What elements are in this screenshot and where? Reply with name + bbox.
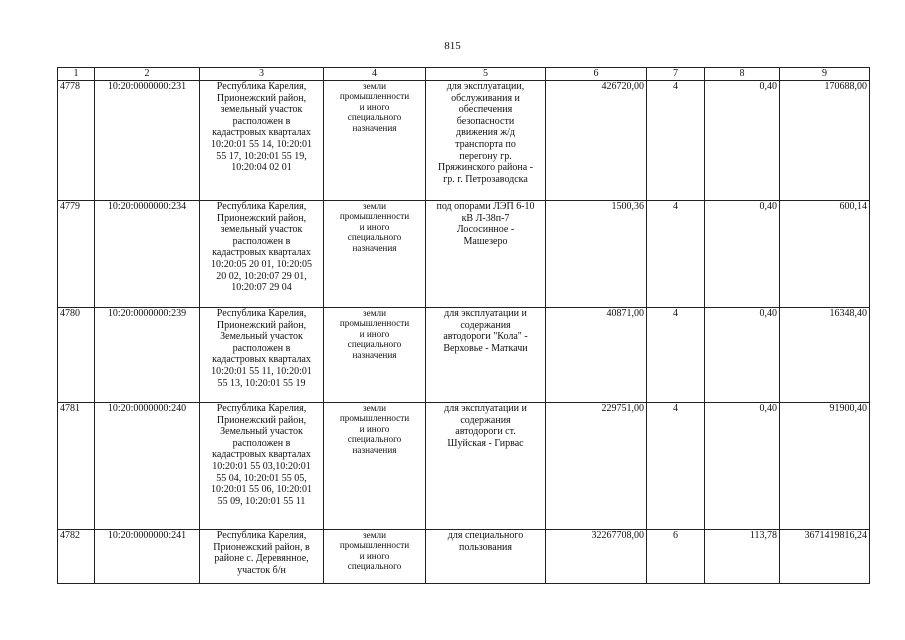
permitted-use-cell: для эксплуатации и содержания автодороги ст. Шуйская - Гирвас (426, 403, 546, 530)
cadastral-number-cell: 10:20:0000000:241 (95, 530, 200, 584)
table-row (58, 403, 870, 530)
column-7-cell: 4 (647, 403, 705, 530)
cadastral-number-cell: 10:20:0000000:234 (95, 201, 200, 308)
area-cell: 229751,00 (546, 403, 647, 530)
column-8-cell: 0,40 (705, 308, 780, 403)
permitted-use-cell: для специального пользования (426, 530, 546, 584)
table-row (58, 81, 870, 201)
column-8-cell: 113,78 (705, 530, 780, 584)
land-category-cell: земли промышленности и иного специального назначения (324, 403, 426, 530)
column-9-cell: 16348,40 (780, 308, 870, 403)
column-header-8: 8 (705, 68, 780, 81)
table-row (58, 530, 870, 584)
row-number-cell: 4782 (58, 530, 95, 584)
location-cell: Республика Карелия, Прионежский район, земельный участок расположен в кадастровых кварталах 10:20:05 20 01, 10:20:05 20 02, 10:20:07 29 01, 10:20:07 29 04 (200, 201, 324, 308)
land-category-cell: земли промышленности и иного специального назначения (324, 81, 426, 201)
cadastral-number-cell: 10:20:0000000:240 (95, 403, 200, 530)
land-category-cell: земли промышленности и иного специального назначения (324, 201, 426, 308)
location-cell: Республика Карелия, Прионежский район, земельный участок расположен в кадастровых кварталах 10:20:01 55 14, 10:20:01 55 17, 10:20:01 55 19, 10:20:04 02 01 (200, 81, 324, 201)
row-number-cell: 4780 (58, 308, 95, 403)
table-row (58, 201, 870, 308)
column-9-cell: 3671419816,24 (780, 530, 870, 584)
location-cell: Республика Карелия, Прионежский район, в районе с. Деревянное, участок б/н (200, 530, 324, 584)
location-cell: Республика Карелия, Прионежский район, Земельный участок расположен в кадастровых кварталах 10:20:01 55 11, 10:20:01 55 13, 10:20:01 55 19 (200, 308, 324, 403)
column-header-2: 2 (95, 68, 200, 81)
column-8-cell: 0,40 (705, 403, 780, 530)
area-cell: 426720,00 (546, 81, 647, 201)
column-7-cell: 4 (647, 81, 705, 201)
page-number: 815 (444, 40, 461, 52)
location-cell: Республика Карелия, Прионежский район, Земельный участок расположен в кадастровых кварталах 10:20:01 55 03,10:20:01 55 04, 10:20:01 55 05, 10:20:01 55 06, 10:20:01 55 09, 10:20:01 55 11 (200, 403, 324, 530)
permitted-use-cell: для эксплуатации, обслуживания и обеспечения безопасности движения ж/д транспорта по перегону гр. Пряжинского района - гр. г. Петрозаводска (426, 81, 546, 201)
column-header-6: 6 (546, 68, 647, 81)
table-header-row (58, 68, 870, 81)
column-8-cell: 0,40 (705, 81, 780, 201)
row-number-cell: 4778 (58, 81, 95, 201)
column-8-cell: 0,40 (705, 201, 780, 308)
column-header-1: 1 (58, 68, 95, 81)
column-header-7: 7 (647, 68, 705, 81)
column-header-5: 5 (426, 68, 546, 81)
column-7-cell: 4 (647, 308, 705, 403)
area-cell: 32267708,00 (546, 530, 647, 584)
area-cell: 40871,00 (546, 308, 647, 403)
column-header-9: 9 (780, 68, 870, 81)
row-number-cell: 4781 (58, 403, 95, 530)
cadastral-number-cell: 10:20:0000000:231 (95, 81, 200, 201)
land-registry-table (57, 67, 870, 584)
permitted-use-cell: под опорами ЛЭП 6-10 кВ Л-38п-7 Лососинное - Машезеро (426, 201, 546, 308)
column-9-cell: 91900,40 (780, 403, 870, 530)
cadastral-number-cell: 10:20:0000000:239 (95, 308, 200, 403)
row-number-cell: 4779 (58, 201, 95, 308)
permitted-use-cell: для эксплуатации и содержания автодороги "Кола" - Верховье - Маткачи (426, 308, 546, 403)
column-header-4: 4 (324, 68, 426, 81)
column-9-cell: 600,14 (780, 201, 870, 308)
land-category-cell: земли промышленности и иного специального (324, 530, 426, 584)
table-row (58, 308, 870, 403)
land-category-cell: земли промышленности и иного специального назначения (324, 308, 426, 403)
column-7-cell: 4 (647, 201, 705, 308)
column-9-cell: 170688,00 (780, 81, 870, 201)
column-header-3: 3 (200, 68, 324, 81)
area-cell: 1500,36 (546, 201, 647, 308)
column-7-cell: 6 (647, 530, 705, 584)
